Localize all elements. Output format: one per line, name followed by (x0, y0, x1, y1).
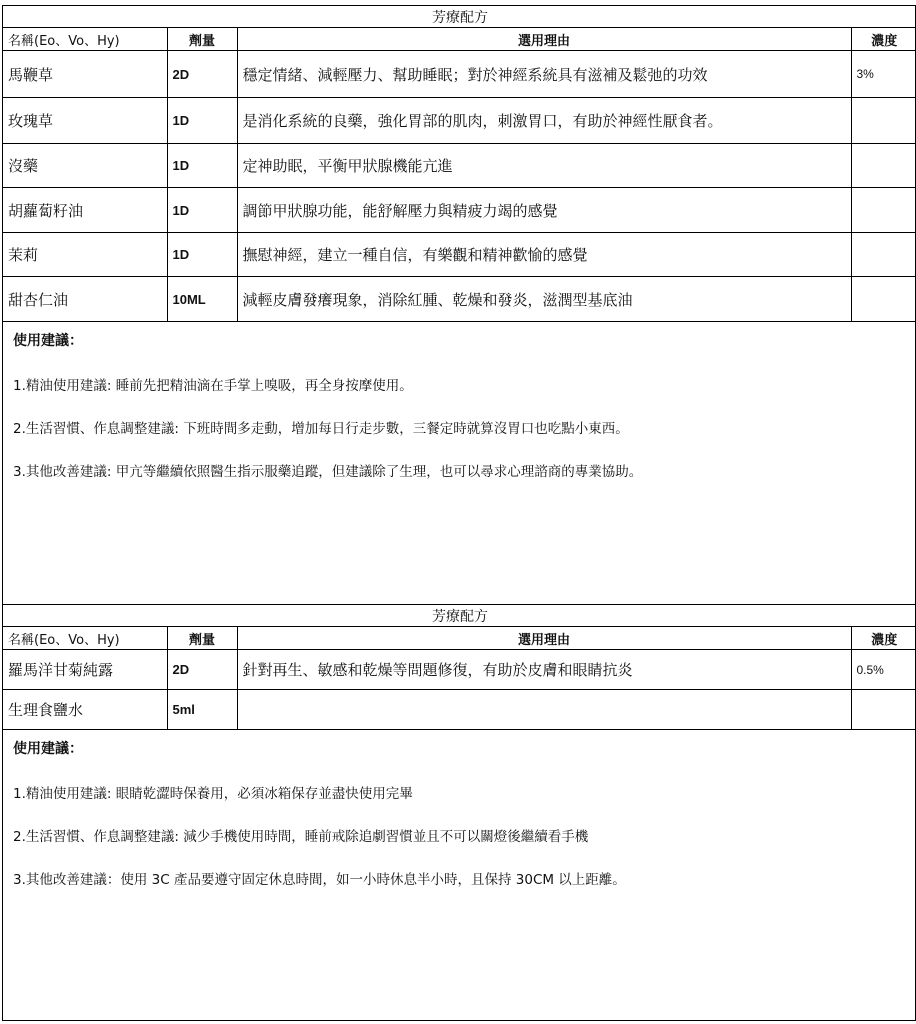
ingredient-reason: 減輕皮膚發癢現象，消除紅腫、乾燥和發炎，滋潤型基底油 (237, 277, 851, 322)
ingredient-reason: 是消化系統的良藥，強化胃部的肌肉，刺激胃口，有助於神經性厭食者。 (237, 98, 851, 144)
table-row (3, 51, 916, 98)
ingredient-name: 胡蘿蔔籽油 (3, 188, 167, 233)
ingredient-concentration (851, 233, 916, 277)
advice-title: 使用建議： (13, 741, 83, 757)
ingredient-name: 生理食鹽水 (3, 690, 167, 730)
advice-title: 使用建議： (13, 333, 83, 349)
ingredient-concentration: 0.5% (851, 650, 916, 690)
ingredient-amount: 1D (167, 98, 237, 144)
usage-advice (3, 730, 915, 917)
table-row (3, 277, 916, 322)
ingredient-amount: 5ml (167, 690, 237, 730)
advice-item: 3.其他改善建議: 甲亢等繼續依照醫生指示服藥追蹤，但建議除了生理，也可以尋求心理諮商的專業協助。 (13, 464, 643, 480)
advice-item: 3.其他改善建議：使用 3C 產品要遵守固定休息時間，如一小時休息半小時，且保持 30CM 以上距離。 (13, 872, 626, 888)
ingredient-amount: 1D (167, 233, 237, 277)
formula-title: 芳療配方 (3, 605, 916, 627)
ingredient-name: 甜杏仁油 (3, 277, 167, 322)
header-concentration: 濃度 (851, 28, 916, 51)
header-amount: 劑量 (167, 28, 237, 51)
table-row (3, 233, 916, 277)
usage-advice (3, 322, 915, 509)
ingredient-concentration (851, 98, 916, 144)
header-reason: 選用理由 (237, 627, 851, 650)
advice-item: 1.精油使用建議: 睡前先把精油滴在手掌上嗅吸，再全身按摩使用。 (13, 378, 413, 394)
table-row (3, 98, 916, 144)
ingredient-name: 茉莉 (3, 233, 167, 277)
ingredient-concentration (851, 144, 916, 188)
header-reason: 選用理由 (237, 28, 851, 51)
ingredient-amount: 2D (167, 51, 237, 98)
advice-item: 2.生活習慣、作息調整建議: 減少手機使用時間，睡前戒除追劇習慣並且不可以關燈後繼續看手機 (13, 829, 589, 845)
table-row (3, 188, 916, 233)
header-concentration: 濃度 (851, 627, 916, 650)
ingredient-amount: 1D (167, 188, 237, 233)
formula-block-1 (2, 5, 916, 605)
ingredient-reason: 調節甲狀腺功能，能舒解壓力與精疲力竭的感覺 (237, 188, 851, 233)
ingredient-name: 沒藥 (3, 144, 167, 188)
ingredient-reason: 定神助眠，平衡甲狀腺機能亢進 (237, 144, 851, 188)
ingredient-concentration (851, 690, 916, 730)
advice-item: 2.生活習慣、作息調整建議: 下班時間多走動，增加每日行走步數，三餐定時就算沒胃口也吃點小東西。 (13, 421, 629, 437)
ingredient-reason: 撫慰神經，建立一種自信，有樂觀和精神歡愉的感覺 (237, 233, 851, 277)
ingredient-reason (237, 690, 851, 730)
formula-title: 芳療配方 (3, 6, 916, 28)
header-name: 名稱(Eo、Vo、Hy) (3, 627, 167, 650)
table-row (3, 650, 916, 690)
table-row (3, 690, 916, 730)
ingredient-amount: 10ML (167, 277, 237, 322)
header-amount: 劑量 (167, 627, 237, 650)
ingredient-concentration (851, 188, 916, 233)
ingredient-reason: 穩定情緒、減輕壓力、幫助睡眠；對於神經系統具有滋補及鬆弛的功效 (237, 51, 851, 98)
ingredient-name: 馬鞭草 (3, 51, 167, 98)
ingredient-amount: 1D (167, 144, 237, 188)
advice-item: 1.精油使用建議: 眼睛乾澀時保養用，必須冰箱保存並盡快使用完畢 (13, 786, 413, 802)
formula-table-1 (3, 6, 916, 322)
ingredient-concentration (851, 277, 916, 322)
formula-table-2 (3, 605, 916, 730)
ingredient-name: 羅馬洋甘菊純露 (3, 650, 167, 690)
header-name: 名稱(Eo、Vo、Hy) (3, 28, 167, 51)
ingredient-concentration: 3% (851, 51, 916, 98)
formula-block-2 (2, 605, 916, 1021)
ingredient-reason: 針對再生、敏感和乾燥等問題修復，有助於皮膚和眼睛抗炎 (237, 650, 851, 690)
ingredient-name: 玫瑰草 (3, 98, 167, 144)
table-row (3, 144, 916, 188)
ingredient-amount: 2D (167, 650, 237, 690)
